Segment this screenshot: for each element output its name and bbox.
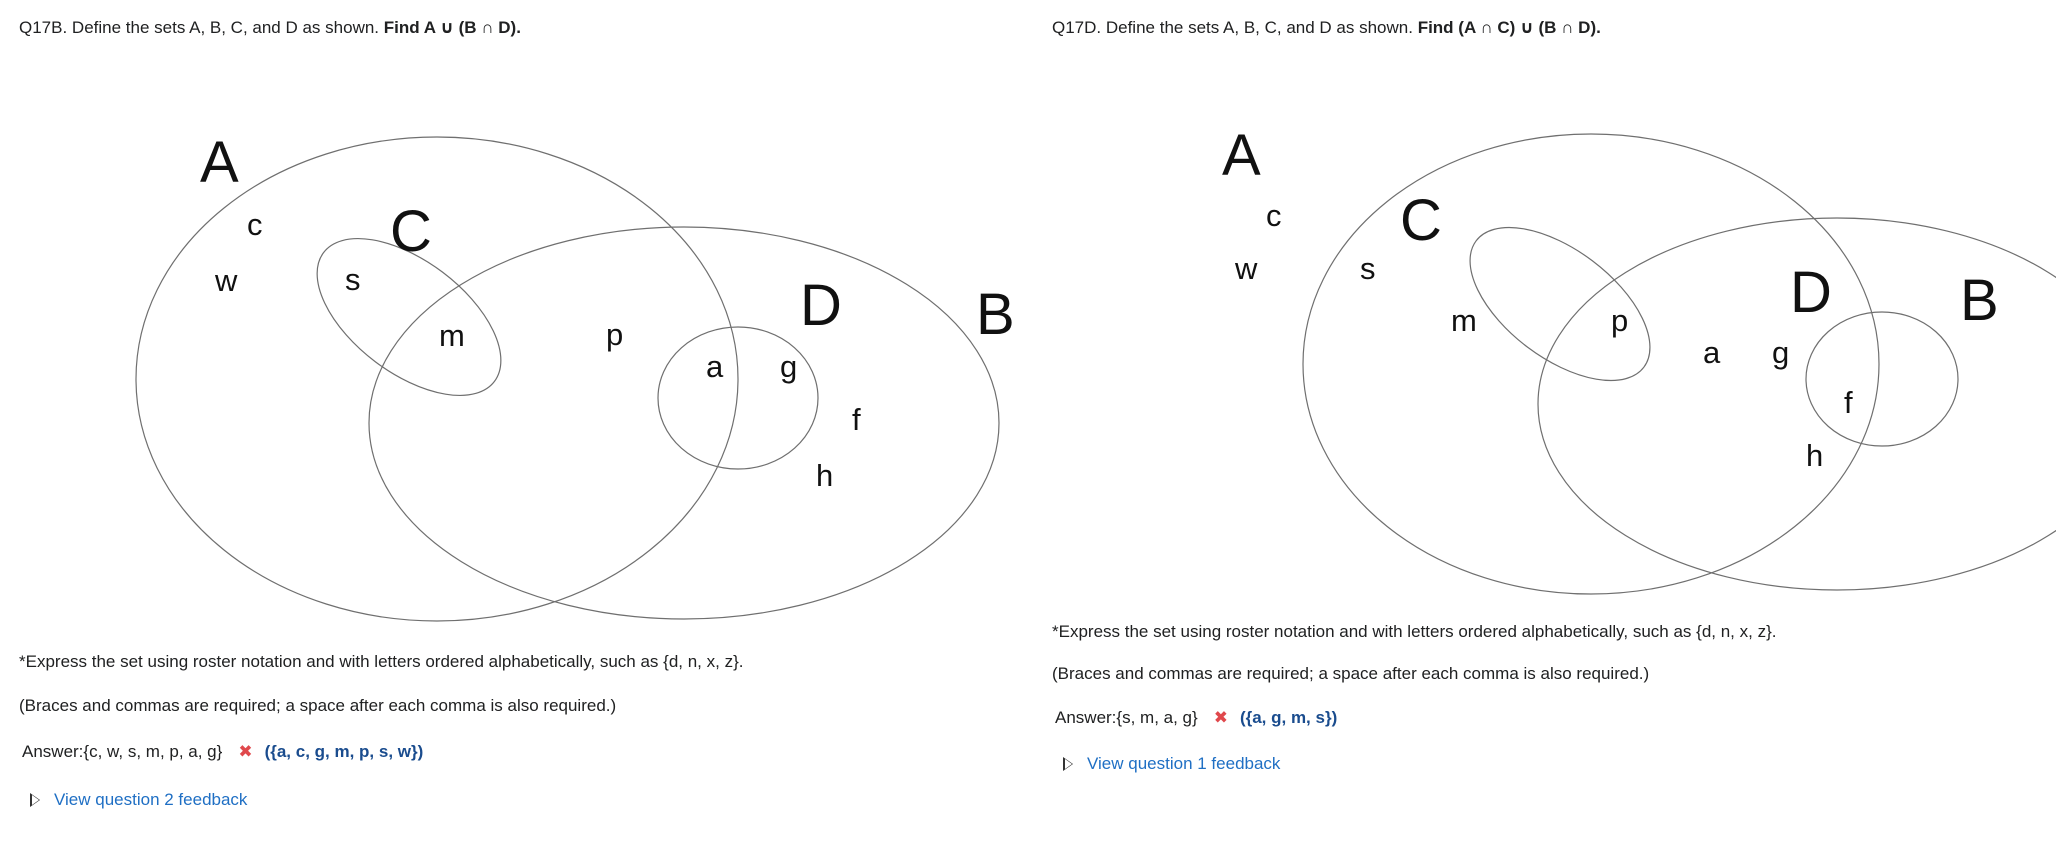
element-g: g: [1772, 335, 1790, 370]
incorrect-x-icon: ✖: [1213, 708, 1228, 727]
question-text: Q17D. Define the sets A, B, C, and D as shown.: [1052, 18, 1418, 37]
question-task: Find (A ∩ C) ∪ (B ∩ D).: [1417, 18, 1601, 37]
answer-label: Answer:: [1055, 708, 1117, 727]
element-f: f: [852, 402, 861, 437]
question-17d: [1030, 0, 2056, 850]
element-c: c: [247, 207, 263, 242]
set-c-ellipse: [1444, 198, 1677, 411]
expand-triangle-icon: [1063, 757, 1073, 771]
expand-triangle-icon: [30, 793, 40, 807]
set-b-label: B: [976, 282, 1015, 347]
element-a: a: [706, 349, 724, 384]
set-a-label: A: [1222, 123, 1261, 188]
set-b-label: B: [1960, 268, 1999, 333]
element-h: h: [1806, 438, 1824, 473]
element-s: s: [345, 262, 361, 297]
element-p: p: [1611, 303, 1629, 338]
answer-value: {c, w, s, m, p, a, g}: [83, 742, 223, 761]
element-c: c: [1266, 198, 1282, 233]
answer-row: [1055, 708, 1337, 728]
element-p: p: [606, 317, 624, 352]
instruction-formatting: (Braces and commas are required; a space after each comma is also required.): [19, 696, 617, 715]
element-s: s: [1360, 251, 1376, 286]
set-b-ellipse: [369, 227, 999, 619]
element-w: w: [215, 263, 238, 298]
set-d-ellipse: [1806, 312, 1958, 446]
set-d-label: D: [1790, 260, 1832, 325]
feedback-link-label: View question 1 feedback: [1087, 754, 1281, 773]
set-a-label: A: [200, 130, 239, 195]
question-task: Find A ∪ (B ∩ D).: [383, 18, 521, 37]
question-text: Q17B. Define the sets A, B, C, and D as shown.: [19, 18, 384, 37]
correct-answer: ({a, c, g, m, p, s, w}): [264, 742, 424, 761]
instruction-note: *Express the set using roster notation and with letters ordered alphabetically, such as {d, n, x, z}.: [19, 652, 744, 671]
instruction-note: *Express the set using roster notation and with letters ordered alphabetically, such as {d, n, x, z}.: [1052, 622, 1777, 641]
incorrect-x-icon: ✖: [238, 742, 253, 761]
correct-answer: ({a, g, m, s}): [1239, 708, 1338, 727]
element-w: w: [1235, 251, 1258, 286]
element-m: m: [439, 318, 465, 353]
feedback-link-label: View question 2 feedback: [54, 790, 248, 809]
element-a: a: [1703, 335, 1721, 370]
element-m: m: [1451, 303, 1477, 338]
answer-row: [22, 742, 423, 762]
set-d-label: D: [800, 273, 842, 338]
venn-diagram: [1030, 0, 2056, 640]
element-f: f: [1844, 385, 1853, 420]
view-feedback-link[interactable]: [30, 790, 247, 810]
instruction-formatting: (Braces and commas are required; a space after each comma is also required.): [1052, 664, 1650, 683]
set-c-label: C: [1400, 188, 1442, 253]
view-feedback-link[interactable]: [1063, 754, 1280, 774]
set-a-ellipse: [1303, 134, 1879, 594]
set-c-label: C: [390, 199, 432, 264]
venn-diagram: [0, 0, 1030, 640]
set-a-ellipse: [136, 137, 738, 621]
answer-value: {s, m, a, g}: [1116, 708, 1198, 727]
answer-label: Answer:: [22, 742, 84, 761]
element-h: h: [816, 458, 834, 493]
element-g: g: [780, 349, 798, 384]
